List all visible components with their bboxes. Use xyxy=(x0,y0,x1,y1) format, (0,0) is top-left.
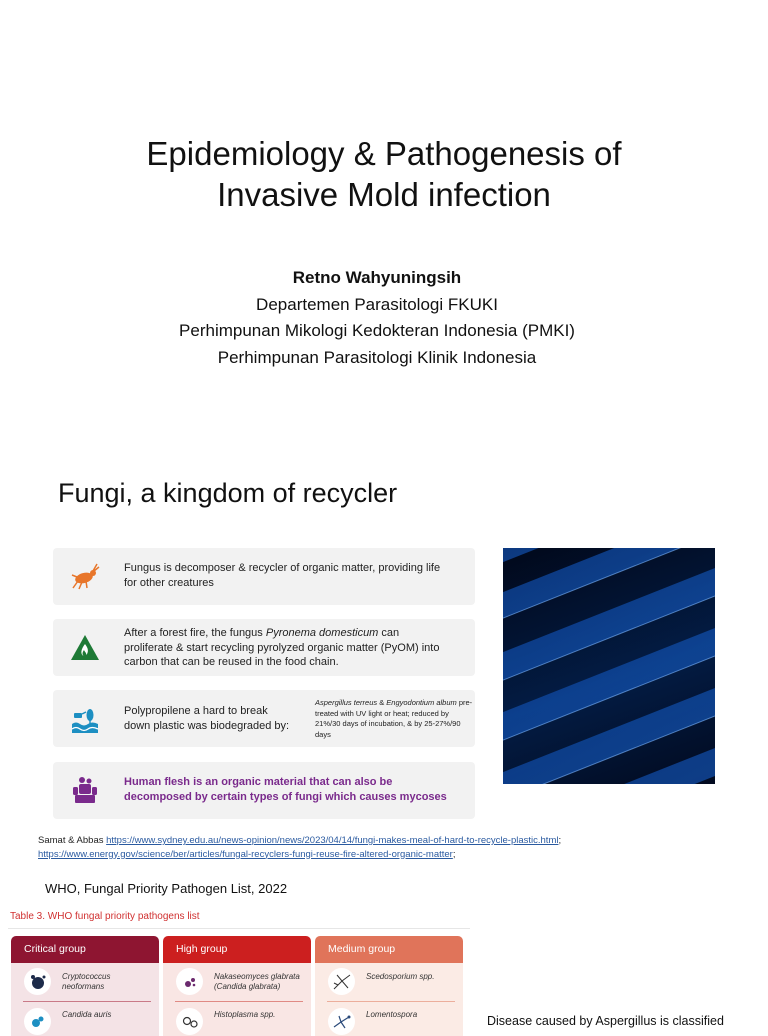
group-medium xyxy=(315,936,463,1036)
pathogen-row xyxy=(315,1003,463,1036)
slide3-title: WHO, Fungal Priority Pathogen List, 2022 xyxy=(45,881,288,896)
pathogen-label: Nakaseomyces glabrata (Candida glabrata) xyxy=(214,972,300,991)
group-high xyxy=(163,936,311,1036)
reference-line-2 xyxy=(38,848,763,862)
candida-icon xyxy=(24,1008,51,1035)
card4-text-line1: Human flesh is an organic material that can also be xyxy=(124,776,393,788)
card1-text-line2: for other creatures xyxy=(124,576,214,589)
slide2-title: Fungi, a kingdom of recycler xyxy=(58,478,398,508)
affiliation-3: Perhimpunan Parasitologi Klinik Indonesia xyxy=(217,347,537,367)
pathogen-row xyxy=(163,963,311,1001)
pathogen-row xyxy=(11,1003,159,1036)
group-medium-header: Medium group xyxy=(315,936,463,963)
card3-side-species2: Engyodontium album xyxy=(386,698,457,707)
group-critical-header: Critical group xyxy=(11,936,159,963)
card3-text-line1: Polypropilene a hard to break xyxy=(124,705,268,717)
ocean-plastic-icon xyxy=(69,703,101,735)
card2-species-name: Pyronema domesticum xyxy=(265,627,379,639)
card2-text-suffix: can xyxy=(378,627,400,639)
insect-icon xyxy=(69,560,101,592)
pathogen-label: Cryptococcus neoformans xyxy=(62,972,111,991)
lomentospora-icon xyxy=(328,1008,355,1035)
pathogen-row xyxy=(315,963,463,1001)
references xyxy=(38,834,763,861)
info-card-decomposer xyxy=(53,548,475,605)
card3-side-note xyxy=(315,698,473,740)
pathogen-label: Histoplasma spp. xyxy=(214,1010,276,1019)
slide1-title-line2: Invasive Mold infection xyxy=(217,176,551,213)
card2-text-prefix: After a forest fire, the fungus xyxy=(124,627,266,639)
slide1-title xyxy=(0,133,768,215)
group-critical xyxy=(11,936,159,1036)
affiliation-2: Perhimpunan Mikologi Kedokteran Indonesia (PMKI) xyxy=(179,321,575,340)
pathogen-label: Lomentospora xyxy=(366,1010,418,1019)
info-card-human-flesh xyxy=(53,762,475,819)
slide1-title-line1: Epidemiology & Pathogenesis of xyxy=(146,135,622,172)
scedosporium-icon xyxy=(328,968,355,995)
card2-text-line3: carbon that can be reused in the food chain. xyxy=(124,656,339,668)
author-block xyxy=(0,265,754,371)
slide3-side-text: Disease caused by Aspergillus is classified xyxy=(487,1014,724,1028)
card3-side-species1: Aspergillus terreus xyxy=(315,698,378,707)
pathogen-row xyxy=(163,1003,311,1036)
nakaseomyces-icon xyxy=(176,968,203,995)
decorative-blue-waves-image xyxy=(503,548,715,784)
author-name: Retno Wahyuningsih xyxy=(292,268,462,287)
reference-link-energy[interactable]: https://www.energy.gov/science/ber/articles/fungal-recyclers-fungi-reuse-fire-altered-organic-matter xyxy=(38,848,453,860)
table-caption: Table 3. WHO fungal priority pathogens list xyxy=(10,911,200,922)
group-high-header: High group xyxy=(163,936,311,963)
reference-end: ; xyxy=(452,848,456,860)
card2-text-line1 xyxy=(124,626,439,641)
forest-fire-icon xyxy=(69,632,101,664)
reference-authors: Samat & Abbas xyxy=(38,835,107,846)
card1-text-line1: Fungus is decomposer & recycler of organic matter, providing life xyxy=(124,562,441,574)
info-card-forest-fire xyxy=(53,619,475,676)
pathogen-label: Candida auris xyxy=(62,1010,112,1019)
histoplasma-icon xyxy=(176,1008,203,1035)
caption-divider xyxy=(8,928,470,929)
card3-side-rest: pre-treated with UV light or heat; reduced by 21%/30 days of incubation, & by 25-27%/90 days xyxy=(315,698,473,739)
card2-text-line2: proliferate & start recycling pyrolyzed organic matter (PyOM) into xyxy=(124,641,440,654)
info-card-plastic xyxy=(53,690,475,747)
pathogen-row xyxy=(11,963,159,1001)
reference-separator: ; xyxy=(558,835,562,846)
affiliation-1: Departemen Parasitologi FKUKI xyxy=(256,294,498,314)
card3-side-amp: & xyxy=(377,698,387,707)
human-body-icon xyxy=(69,774,101,806)
card4-text-line2: decomposed by certain types of fungi which causes mycoses xyxy=(124,790,447,803)
card3-text-line2: down plastic was biodegraded by: xyxy=(124,719,290,732)
cryptococcus-icon xyxy=(24,968,51,995)
pathogen-label: Scedosporium spp. xyxy=(366,972,435,981)
reference-link-sydney[interactable]: https://www.sydney.edu.au/news-opinion/news/2023/04/14/fungi-makes-meal-of-hard-to-recycle-plastic.html xyxy=(106,835,559,846)
reference-line-1 xyxy=(38,834,763,848)
